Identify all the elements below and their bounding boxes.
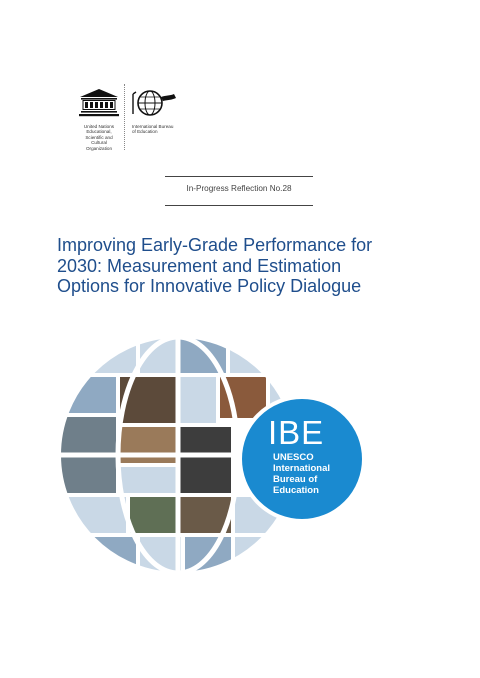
ibe-badge-acronym: IBE	[268, 414, 325, 451]
logo-divider	[124, 84, 125, 150]
rule-bottom	[165, 205, 313, 206]
ibe-globe-logo-icon	[130, 88, 178, 120]
title-line: Options for Innovative Policy Dialogue	[57, 276, 362, 296]
unesco-org-line: United Nations	[83, 124, 115, 129]
ibe-badge-line: Bureau of	[273, 474, 318, 485]
unesco-org-line: Educational, Scientific and	[85, 129, 113, 140]
unesco-org-name	[78, 124, 120, 151]
ibe-badge-line: Education	[273, 485, 319, 496]
ibe-org-name	[132, 124, 184, 135]
unesco-org-line: Cultural Organization	[85, 140, 113, 151]
ibe-badge-text	[273, 452, 330, 496]
series-label: In-Progress Reflection No.28	[186, 184, 292, 193]
rule-top	[165, 176, 313, 177]
ibe-badge-line: UNESCO	[273, 452, 314, 463]
ibe-badge-line: International	[273, 463, 331, 474]
ibe-org-line: of Education	[132, 129, 158, 135]
logo-block	[78, 84, 188, 154]
title-line: 2030: Measurement and Estimation	[57, 255, 342, 276]
title-line: Improving Early-Grade Performance for	[57, 235, 373, 255]
document-title	[57, 235, 437, 297]
ibe-org-line: International Bureau	[132, 124, 174, 129]
unesco-logo-icon	[78, 88, 120, 120]
